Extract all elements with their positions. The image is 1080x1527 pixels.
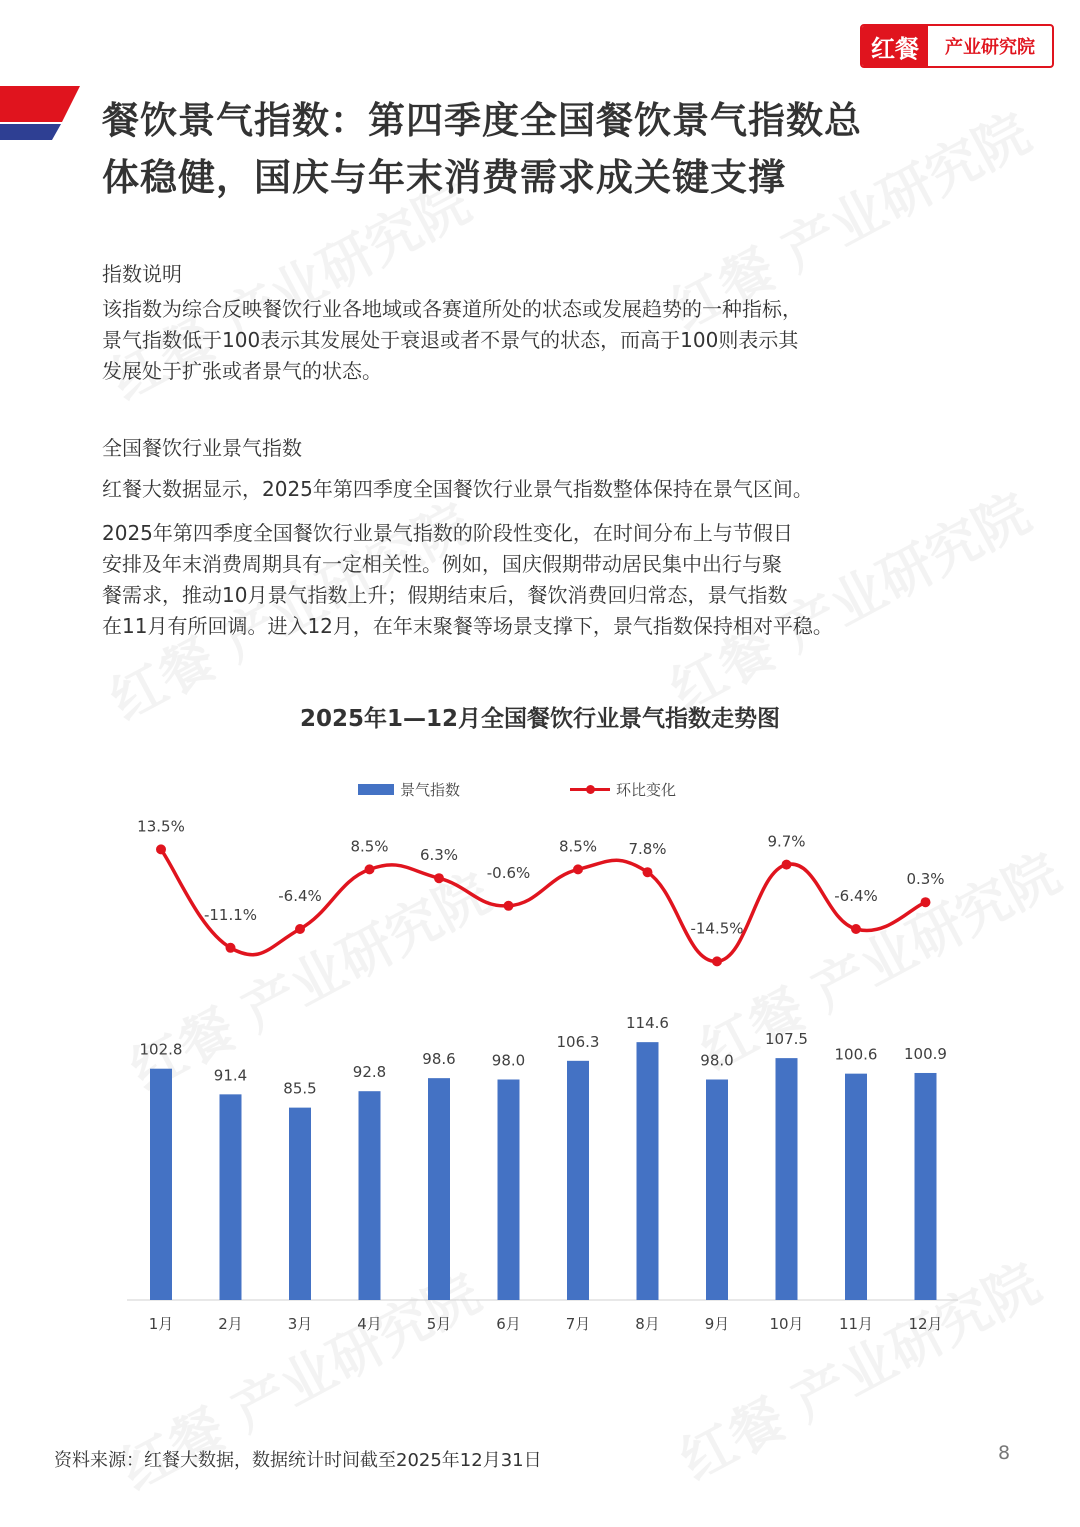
paragraph-line: 餐需求，推动10月景气指数上升；假期结束后，餐饮消费回归常态，景气指数 <box>102 583 788 607</box>
bar-value-label: 91.4 <box>213 1066 248 1085</box>
line-value-label: 8.5% <box>350 837 389 856</box>
source-note: 资料来源：红餐大数据，数据统计时间截至2025年12月31日 <box>54 1450 542 1471</box>
line-point <box>712 956 722 966</box>
line-point <box>156 844 166 854</box>
section-heading-national: 全国餐饮行业景气指数 <box>102 436 302 460</box>
line-point <box>782 860 792 870</box>
paragraph-line: 在11月有所回调。进入12月，在年末聚餐等场景支撑下，景气指数保持相对平稳。 <box>102 614 833 638</box>
bar-value-label: 98.6 <box>422 1050 456 1069</box>
bar-value-label: 100.6 <box>834 1045 878 1064</box>
x-tick-label: 3月 <box>287 1315 313 1333</box>
line-value-label: 6.3% <box>419 846 459 865</box>
paragraph-line: 景气指数低于100表示其发展处于衰退或者不景气的状态，而高于100则表示其 <box>102 328 799 352</box>
bar <box>289 1108 311 1300</box>
paragraph-line: 发展处于扩张或者景气的状态。 <box>102 359 382 383</box>
bar-value-label: 100.9 <box>904 1044 947 1063</box>
x-tick-label: 10月 <box>769 1315 804 1333</box>
x-tick-label: 7月 <box>565 1315 591 1333</box>
line-point <box>573 864 583 874</box>
bar-value-label: 107.5 <box>765 1030 808 1049</box>
bar <box>498 1080 520 1301</box>
line-point <box>434 873 444 883</box>
line-value-label: 9.7% <box>767 832 806 851</box>
line-value-label: -14.5% <box>690 919 744 938</box>
brand-name: 产业研究院 <box>945 37 1035 58</box>
line-value-label: -6.4% <box>834 887 878 905</box>
page-number: 8 <box>998 1442 1011 1464</box>
bar-value-label: 102.8 <box>139 1040 183 1059</box>
bar-value-label: 98.0 <box>700 1051 734 1070</box>
section-heading-index-desc: 指数说明 <box>102 262 182 286</box>
line-value-label: 0.3% <box>906 870 945 889</box>
x-tick-label: 8月 <box>635 1315 660 1333</box>
line-point <box>295 924 305 934</box>
line-point <box>643 867 653 877</box>
bar <box>359 1091 381 1300</box>
bar-value-label: 85.5 <box>283 1079 317 1098</box>
page-title-line: 餐饮景气指数：第四季度全国餐饮景气指数总 <box>102 99 862 142</box>
paragraph-line: 红餐大数据显示，2025年第四季度全国餐饮行业景气指数整体保持在景气区间。 <box>102 477 813 501</box>
line-value-label: -6.4% <box>278 887 322 905</box>
brand-mark: 红餐 <box>862 26 928 66</box>
x-tick-label: 5月 <box>426 1315 452 1333</box>
line-value-label: -0.6% <box>486 863 531 882</box>
bar <box>845 1074 867 1300</box>
x-tick-label: 11月 <box>838 1315 874 1333</box>
paragraph-line: 安排及年末消费周期具有一定相关性。例如，国庆假期带动居民集中出行与聚 <box>102 552 782 576</box>
x-tick-label: 6月 <box>496 1315 521 1333</box>
line-point <box>226 943 236 953</box>
legend-label: 景气指数 <box>400 780 461 799</box>
line-value-label: 8.5% <box>558 837 598 856</box>
x-tick-label: 9月 <box>704 1315 730 1333</box>
bar-value-label: 114.6 <box>626 1014 669 1033</box>
line-point <box>504 901 514 911</box>
line-value-label: 7.8% <box>628 840 667 859</box>
bar <box>220 1094 242 1300</box>
bar <box>150 1069 172 1300</box>
x-tick-label: 2月 <box>218 1315 243 1333</box>
page-title-line: 体稳健，国庆与年末消费需求成关键支撑 <box>102 156 786 199</box>
bar <box>706 1080 728 1301</box>
line-point <box>921 897 931 907</box>
line-point <box>851 924 861 934</box>
bar <box>776 1058 798 1300</box>
line-value-label: -11.1% <box>203 905 258 924</box>
x-tick-label: 12月 <box>908 1315 943 1333</box>
line-series-path <box>161 849 926 961</box>
bar <box>637 1042 659 1300</box>
line-value-label: 13.5% <box>137 817 185 836</box>
legend-label: 环比变化 <box>616 780 677 799</box>
x-tick-label: 4月 <box>357 1315 382 1333</box>
bar-value-label: 106.3 <box>556 1032 600 1051</box>
bar <box>567 1061 589 1300</box>
chart-title: 2025年1—12月全国餐饮行业景气指数走势图 <box>299 706 781 732</box>
bar <box>915 1073 937 1300</box>
paragraph-line: 2025年第四季度全国餐饮行业景气指数的阶段性变化，在时间分布上与节假日 <box>102 521 793 545</box>
bar <box>428 1078 450 1300</box>
bar-value-label: 98.0 <box>491 1051 526 1070</box>
line-point <box>365 864 375 874</box>
bar-value-label: 92.8 <box>352 1063 387 1082</box>
paragraph-line: 该指数为综合反映餐饮行业各地域或各赛道所处的状态或发展趋势的一种指标， <box>102 297 802 321</box>
x-tick-label: 1月 <box>148 1315 174 1333</box>
